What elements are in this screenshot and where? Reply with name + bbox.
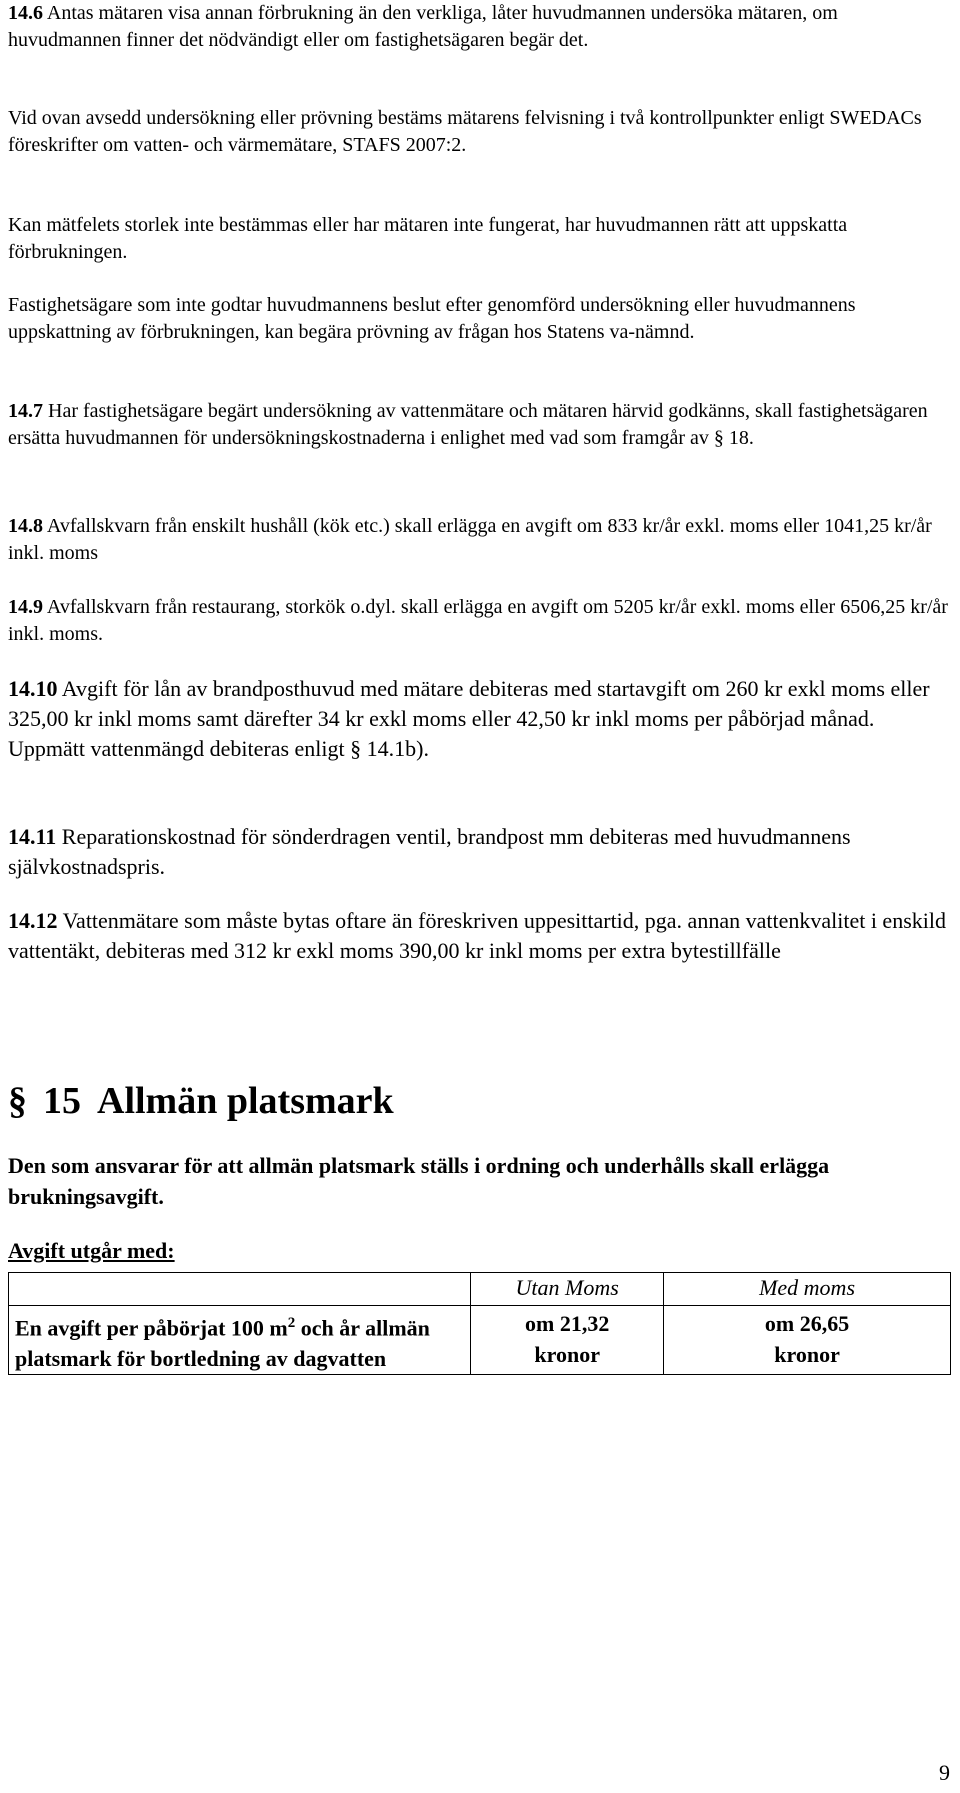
- header-incl-vat: Med moms: [664, 1273, 951, 1306]
- section-heading-15: [8, 1078, 394, 1124]
- paragraph-text: Avfallskvarn från restaurang, storkök o.dyl. skall erlägga en avgift om 5205 kr/år exkl. moms eller 6506,25 kr/år inkl. moms.: [8, 596, 948, 645]
- fee-table: [8, 1272, 951, 1375]
- fee-label: Avgift utgår med:: [8, 1238, 175, 1263]
- paragraph-14-7: [8, 398, 948, 451]
- paragraph-14-12: [8, 906, 948, 966]
- paragraph-text: Antas mätaren visa annan förbrukning än den verkliga, låter huvudmannen undersöka mätaren, om huvudmannen finner det nödvändigt eller om fastighetsägaren begär det.: [8, 2, 838, 51]
- section-number: 14.8: [8, 515, 43, 537]
- section-number: 14.12: [8, 908, 58, 933]
- heading-number: 15: [43, 1080, 81, 1122]
- paragraph-14-10: [8, 674, 948, 764]
- table-row: [9, 1306, 951, 1375]
- paragraph-text: Fastighetsägare som inte godtar huvudmannens beslut efter genomförd undersökning eller huvudmannens uppskattning av förbrukningen, kan begära prövning av frågan hos Statens va-nämnd.: [8, 294, 856, 343]
- lead-paragraph: Den som ansvarar för att allmän platsmark ställs i ordning och underhålls skall erlägga brukningsavgift.: [8, 1153, 830, 1209]
- section-number: 14.10: [8, 676, 58, 701]
- section-number: 14.11: [8, 824, 57, 849]
- paragraph-text: Vid ovan avsedd undersökning eller prövning bestäms mätarens felvisning i två kontrollpunkter enligt SWEDACs föreskrifter om vatten- och värmemätare, STAFS 2007:2.: [8, 107, 922, 156]
- paragraph-text: Avgift för lån av brandposthuvud med mätare debiteras med startavgift om 260 kr exkl moms eller 325,00 kr inkl moms samt därefter 34 kr exkl moms eller 42,50 kr inkl moms per påbörjad månad. Uppmätt vattenmängd debiteras enligt § 14.1b).: [8, 676, 930, 761]
- fee-excl-vat: om 21,32 kronor: [471, 1306, 664, 1375]
- section-number: 14.7: [8, 400, 43, 422]
- heading-title: Allmän platsmark: [97, 1080, 394, 1122]
- paragraph-matfel: [8, 212, 948, 265]
- paragraph-14-9: [8, 594, 948, 647]
- fee-description: En avgift per påbörjat 100 $m^2$ och år allmän platsmark för bortledning av dagvatten: [9, 1306, 471, 1375]
- section-number: 14.6: [8, 2, 43, 24]
- paragraph-text: Vattenmätare som måste bytas oftare än föreskriven uppesittartid, pga. annan vattenkvalitet i enskild vattentäkt, debiteras med 312 kr exkl moms 390,00 kr inkl moms per extra bytestillfälle: [8, 908, 946, 963]
- section-number: 14.9: [8, 596, 43, 618]
- paragraph-symbol: §: [8, 1080, 27, 1122]
- paragraph-14-8: [8, 513, 948, 566]
- table-header-empty: [9, 1273, 471, 1306]
- paragraph-text: Kan mätfelets storlek inte bestämmas eller har mätaren inte fungerat, har huvudmannen rätt att uppskatta förbrukningen.: [8, 214, 848, 263]
- paragraph-text: Har fastighetsägare begärt undersökning av vattenmätare och mätaren härvid godkänns, skall fastighetsägaren ersätta huvudmannen för undersökningskostnaderna i enlighet med vad som framgår av § 18.: [8, 400, 928, 449]
- fee-incl-vat: om 26,65 kronor: [664, 1306, 951, 1375]
- page-number: 9: [939, 1760, 950, 1785]
- paragraph-provning: [8, 292, 948, 345]
- paragraph-text: Reparationskostnad för sönderdragen ventil, brandpost mm debiteras med huvudmannens självkostnadspris.: [8, 824, 851, 879]
- paragraph-14-11: [8, 822, 948, 882]
- paragraph-14-6: [8, 0, 948, 53]
- paragraph-felvisning: [8, 105, 948, 158]
- header-excl-vat: Utan Moms: [471, 1273, 664, 1306]
- paragraph-text: Avfallskvarn från enskilt hushåll (kök etc.) skall erlägga en avgift om 833 kr/år exkl. moms eller 1041,25 kr/år inkl. moms: [8, 515, 932, 564]
